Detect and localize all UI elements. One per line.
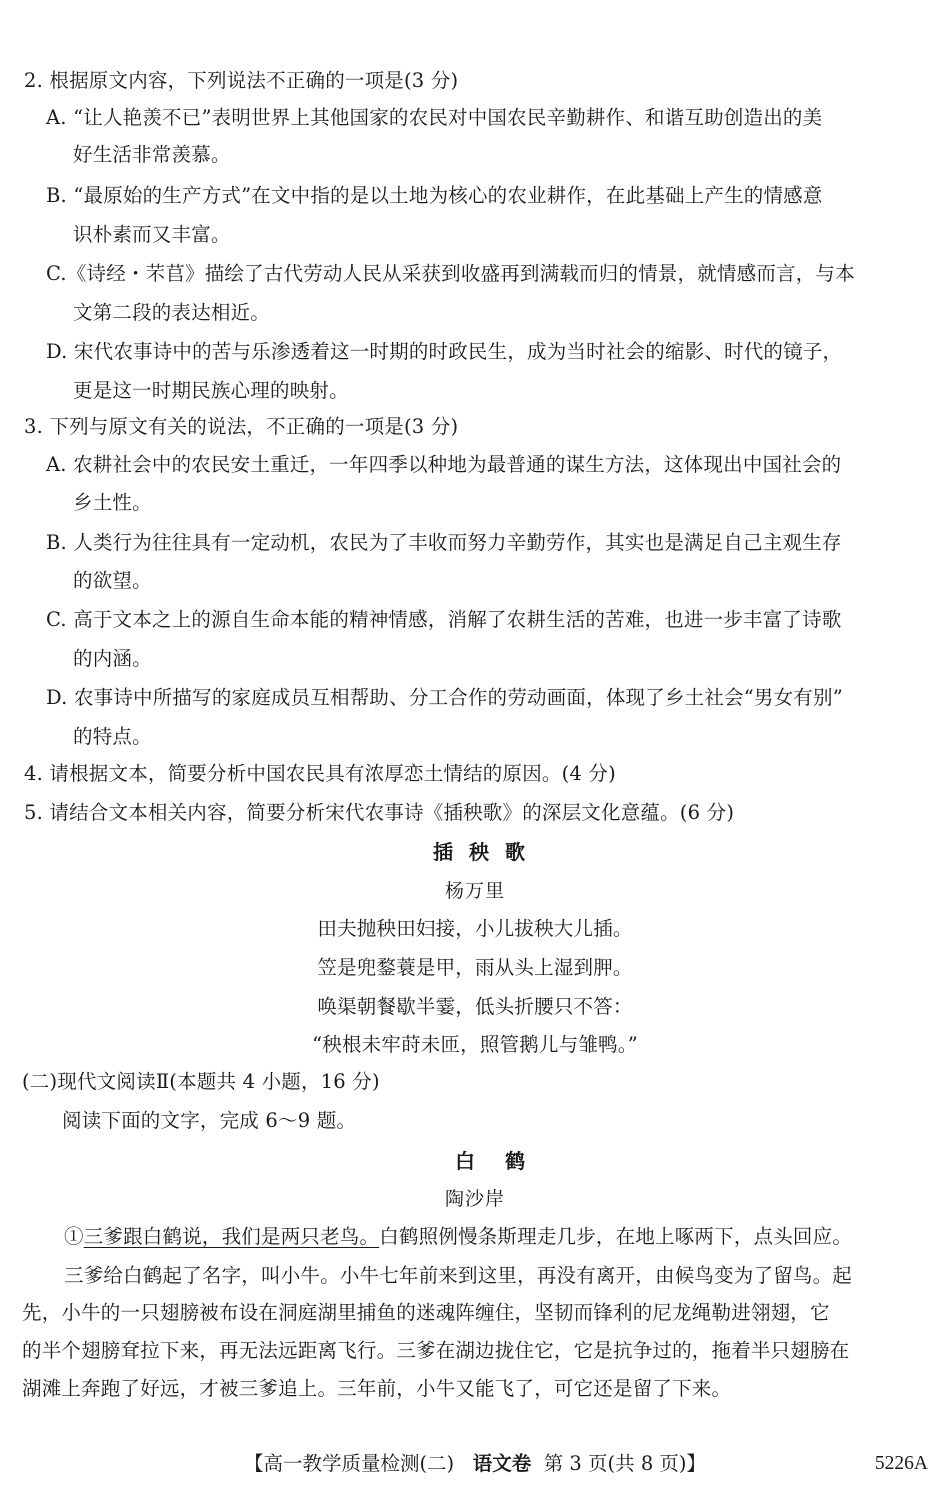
footer-subject: 语文卷 [472,1452,532,1475]
story-paragraph-2-line1: 三爹给白鹤起了名字，叫小牛。小牛七年前来到这里，再没有离开，由候鸟变为了留鸟。起 [64,1264,853,1287]
story-paragraph-1 [64,1224,852,1250]
q3-option-b-line1: B. 人类行为往往具有一定动机，农民为了丰收而努力辛勤劳作，其实也是满足自己主观生存 [46,531,842,554]
footer-page-number: 第 3 页(共 8 页)】 [543,1452,707,1475]
question-2-stem: 2. 根据原文内容，下列说法不正确的一项是(3 分) [24,69,459,92]
footer-center [0,1450,950,1478]
question-3-stem: 3. 下列与原文有关的说法，不正确的一项是(3 分) [24,415,459,438]
q2-option-b-line1: B. “最原始的生产方式”在文中指的是以土地为核心的农业耕作，在此基础上产生的情感意 [46,184,823,207]
question-4: 4. 请根据文本，简要分析中国农民具有浓厚恋土情结的原因。(4 分) [24,762,616,785]
story-paragraph-2-line2: 先，小牛的一只翅膀被布设在洞庭湖里捕鱼的迷魂阵缠住，坚韧而锋利的尼龙绳勒进翎翅，它 [22,1301,830,1324]
q3-option-d-line2: 的特点。 [73,725,152,748]
q3-option-c-line2: 的内涵。 [73,647,152,670]
section-2-instruction: 阅读下面的文字，完成 6～9 题。 [62,1109,357,1132]
page-footer [0,1450,950,1480]
q3-option-a-line2: 乡土性。 [73,491,152,514]
q2-option-d-line1: D. 宋代农事诗中的苦与乐渗透着这一时期的时政民生，成为当时社会的缩影、时代的镜子， [46,340,843,363]
poem-line-4: “秧根未牢莳未匝，照管鹅儿与雏鸭。” [312,1033,638,1056]
underlined-sentence: 三爹跟白鹤说，我们是两只老鸟。 [83,1225,380,1248]
q2-option-c-line1: C.《诗经・芣苢》描绘了古代劳动人民从采获到收盛再到满载而归的情景，就情感而言，与本 [46,262,855,285]
q2-option-d-line2: 更是这一时期民族心理的映射。 [73,379,349,402]
q2-option-a-line1: A. “让人艳羡不已”表明世界上其他国家的农民对中国农民辛勤耕作、和谐互助创造出的美 [46,106,823,129]
poem-line-1: 田夫抛秧田妇接，小儿拔秧大儿插。 [317,917,633,940]
paragraph-1-rest: 白鹤照例慢条斯理走几步，在地上啄两下，点头回应。 [379,1225,853,1248]
story-title: 白鹤 [455,1149,555,1173]
q3-option-a-line1: A. 农耕社会中的农民安土重迁，一年四季以种地为最普通的谋生方法，这体现出中国社会的 [46,453,842,476]
paragraph-number: ① [64,1225,84,1248]
q3-option-d-line1: D. 农事诗中所描写的家庭成员互相帮助、分工合作的劳动画面，体现了乡土社会“男女有别” [46,686,843,709]
footer-code: 5226A [874,1453,928,1474]
story-paragraph-2-line4: 湖滩上奔跑了好远，才被三爹追上。三年前，小牛又能飞了，可它还是留了下来。 [22,1377,732,1400]
q2-option-a-line2: 好生活非常羡慕。 [73,143,231,166]
q2-option-b-line2: 识朴素而又丰富。 [73,223,231,246]
section-2-heading: (二)现代文阅读Ⅱ(本题共 4 小题，16 分) [22,1070,380,1093]
story-paragraph-2-line3: 的半个翅膀耷拉下来，再无法远距离飞行。三爹在湖边拢住它，它是抗争过的，拖着半只翅膀在 [22,1339,850,1362]
poem-title: 插秧歌 [433,840,541,864]
footer-exam-name: 【高一教学质量检测(二) [243,1452,455,1475]
q3-option-b-line2: 的欲望。 [73,569,152,592]
q3-option-c-line1: C. 高于文本之上的源自生命本能的精神情感，消解了农耕生活的苦难，也进一步丰富了诗歌 [46,608,842,631]
question-5: 5. 请结合文本相关内容，简要分析宋代农事诗《插秧歌》的深层文化意蕴。(6 分) [24,801,735,824]
poem-line-3: 唤渠朝餐歇半霎，低头折腰只不答： [317,995,633,1018]
q2-option-c-line2: 文第二段的表达相近。 [73,301,271,324]
poem-line-2: 笠是兜鍪蓑是甲，雨从头上湿到胛。 [317,956,633,979]
story-author: 陶沙岸 [444,1188,505,1210]
poem-author: 杨万里 [444,880,505,902]
